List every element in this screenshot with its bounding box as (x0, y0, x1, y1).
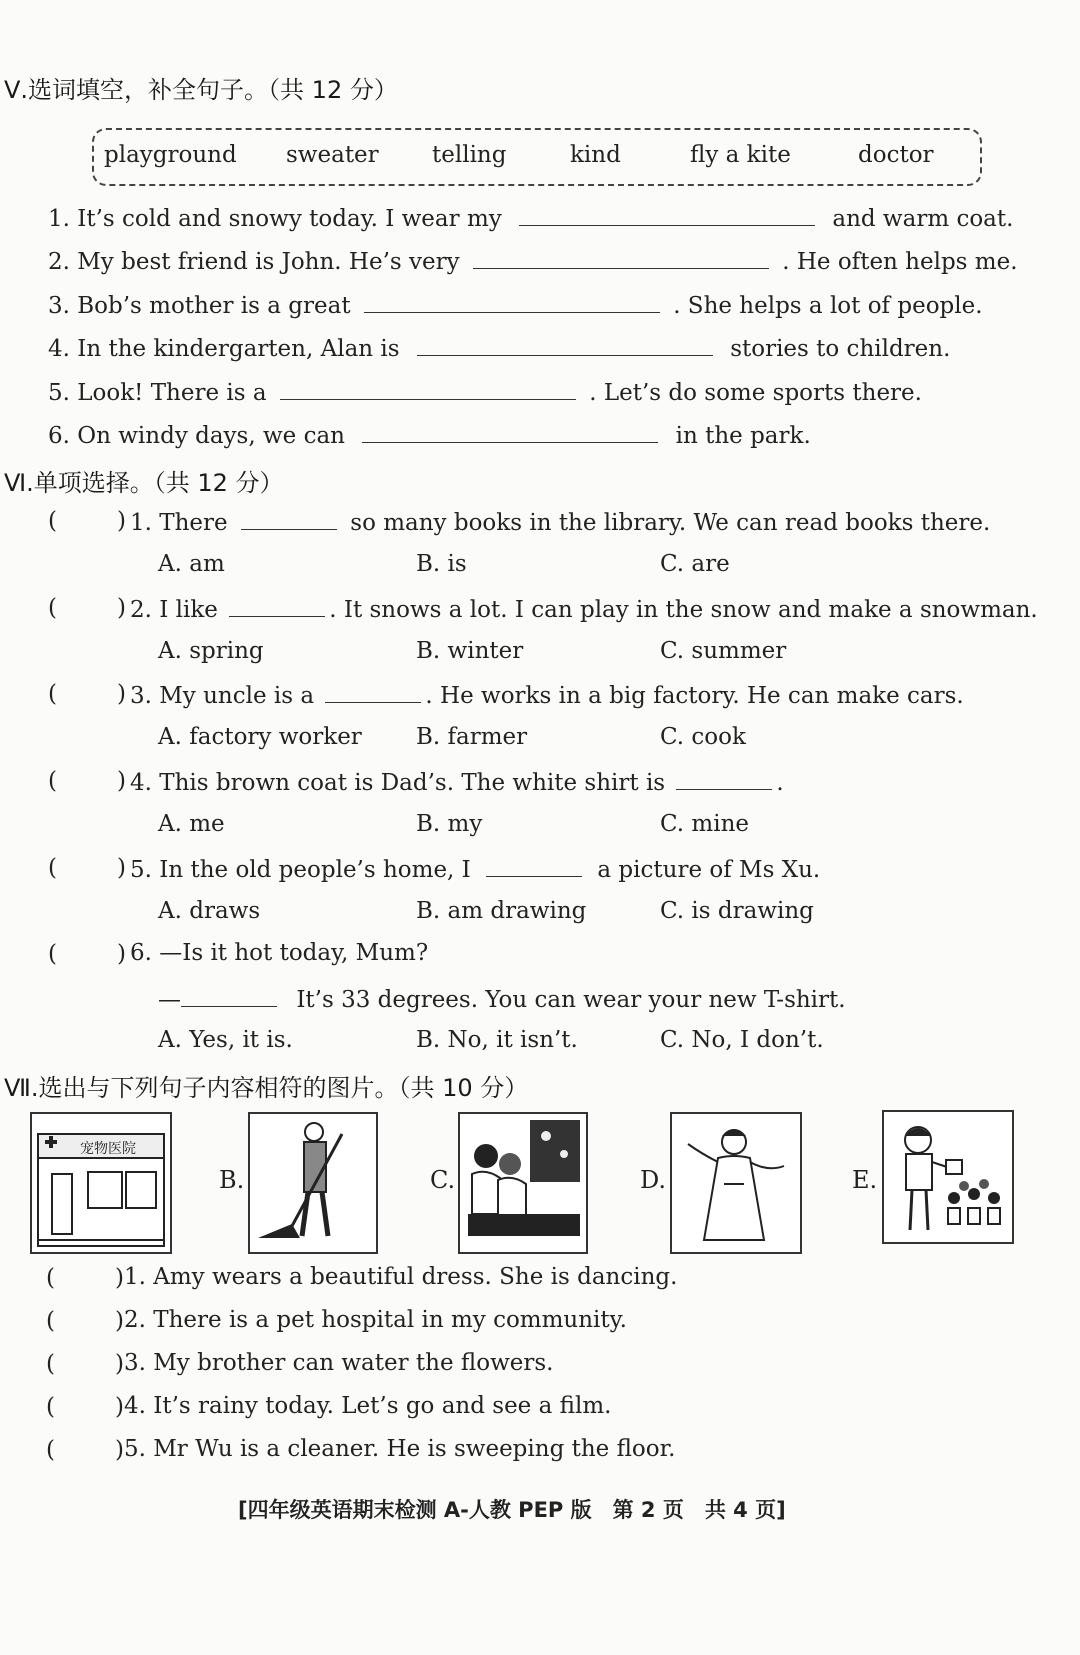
mc-question-2 (130, 594, 1038, 623)
answer-paren[interactable]: ( ) (46, 1437, 124, 1463)
option-b[interactable]: B. No, it isn’t. (416, 1027, 578, 1053)
picture-label-e: E. (852, 1166, 878, 1194)
match-item-4: 4. It’s rainy today. Let’s go and see a film. (124, 1393, 612, 1419)
option-a[interactable]: A. am (158, 551, 225, 577)
word-bank-item: kind (570, 142, 621, 168)
answer-paren[interactable]: ( ) (46, 1265, 124, 1291)
option-b[interactable]: B. is (416, 551, 467, 577)
mc-question-4 (130, 767, 784, 796)
picture-label-d: D. (640, 1166, 667, 1194)
answer-blank[interactable] (519, 203, 815, 226)
picture-a-pet-hospital[interactable] (30, 1112, 172, 1254)
answer-blank (241, 507, 337, 530)
answer-paren[interactable]: ( ) (46, 1308, 124, 1334)
fill-item-text: 6. On windy days, we can (48, 423, 345, 449)
question-text: 1. There (130, 510, 228, 536)
mc-question-1 (130, 507, 990, 536)
picture-label-b: B. (219, 1166, 245, 1194)
fill-item-text: 3. Bob’s mother is a great (48, 293, 351, 319)
fill-item-text: 2. My best friend is John. He’s very (48, 249, 460, 275)
word-bank-item: playground (104, 142, 237, 168)
picture-b-cleaner[interactable] (248, 1112, 378, 1254)
section-6-title-text: 单项选择。（共 12 分） (33, 469, 284, 497)
option-b[interactable]: B. am drawing (416, 898, 587, 924)
fill-item-text: . Let’s do some sports there. (589, 380, 922, 406)
answer-blank[interactable] (362, 420, 658, 443)
option-c[interactable]: C. No, I don’t. (660, 1027, 824, 1053)
option-c[interactable]: C. are (660, 551, 730, 577)
match-item-2: 2. There is a pet hospital in my community. (124, 1307, 627, 1333)
fill-item-text: in the park. (675, 423, 811, 449)
match-item-3: 3. My brother can water the flowers. (124, 1350, 554, 1376)
word-bank-item: telling (432, 142, 507, 168)
answer-paren[interactable]: ( ) (48, 595, 126, 621)
match-item-5: 5. Mr Wu is a cleaner. He is sweeping the floor. (124, 1436, 676, 1462)
question-text: . (776, 770, 784, 796)
question-text: so many books in the library. We can read books there. (350, 510, 991, 536)
fill-item-5 (48, 377, 922, 406)
section-6-numeral: Ⅵ. (4, 469, 34, 497)
question-text: 5. In the old people’s home, I (130, 857, 471, 883)
mc-question-6-reply (158, 984, 846, 1013)
answer-blank[interactable] (473, 246, 769, 269)
page-footer: [四年级英语期末检测 A-人教 PEP 版 第 2 页 共 4 页] (238, 1498, 786, 1522)
fill-item-3 (48, 290, 983, 319)
question-text: 4. This brown coat is Dad’s. The white shirt is (130, 770, 666, 796)
section-7-title (4, 1068, 528, 1103)
cleaner-sweeping-illustration (250, 1114, 376, 1252)
fill-item-text: 5. Look! There is a (48, 380, 267, 406)
answer-blank (325, 680, 421, 703)
question-text: 2. I like (130, 597, 218, 623)
answer-blank (181, 984, 277, 1007)
cinema-illustration (460, 1114, 586, 1252)
option-a[interactable]: A. Yes, it is. (158, 1027, 293, 1053)
section-6-title (4, 463, 284, 498)
word-bank (92, 128, 982, 186)
answer-paren[interactable]: ( ) (48, 508, 126, 534)
option-c[interactable]: C. summer (660, 638, 787, 664)
answer-blank[interactable] (364, 290, 660, 313)
answer-blank (486, 854, 582, 877)
option-a[interactable]: A. draws (158, 898, 261, 924)
option-b[interactable]: B. farmer (416, 724, 528, 750)
section-5-title-text: 选词填空，补全句子。（共 12 分） (28, 76, 398, 104)
picture-d-dancer[interactable] (670, 1112, 802, 1254)
flowers-icon (948, 1179, 1000, 1224)
answer-paren[interactable]: ( ) (48, 855, 126, 881)
answer-blank[interactable] (280, 377, 576, 400)
dancing-girl-illustration (672, 1114, 800, 1252)
fill-item-4 (48, 333, 950, 362)
fill-item-1 (48, 203, 1013, 232)
word-bank-item: fly a kite (690, 142, 791, 168)
answer-blank (229, 594, 325, 617)
option-b[interactable]: B. winter (416, 638, 524, 664)
word-bank-item: doctor (858, 142, 934, 168)
question-text: . It snows a lot. I can play in the snow and make a snowman. (329, 597, 1038, 623)
answer-blank (676, 767, 772, 790)
fill-item-text: and warm coat. (832, 206, 1014, 232)
boy-watering-flowers-illustration (884, 1112, 1012, 1242)
option-c[interactable]: C. mine (660, 811, 749, 837)
fill-item-2 (48, 246, 1018, 275)
option-a[interactable]: A. spring (158, 638, 264, 664)
section-5-title (4, 70, 398, 105)
picture-e-watering-flowers[interactable] (882, 1110, 1014, 1244)
word-bank-item: sweater (286, 142, 379, 168)
section-5-numeral: Ⅴ. (4, 76, 29, 104)
answer-paren[interactable]: ( ) (48, 941, 126, 967)
question-text: . He works in a big factory. He can make cars. (425, 683, 964, 709)
fill-item-text: 4. In the kindergarten, Alan is (48, 336, 400, 362)
fill-item-text: . He often helps me. (782, 249, 1018, 275)
picture-label-c: C. (430, 1166, 456, 1194)
section-7-numeral: Ⅶ. (4, 1074, 39, 1102)
fill-item-6 (48, 420, 811, 449)
fill-item-text: . She helps a lot of people. (673, 293, 983, 319)
mc-question-3 (130, 680, 964, 709)
fill-item-text: 1. It’s cold and snowy today. I wear my (48, 206, 502, 232)
pet-hospital-illustration (32, 1114, 170, 1252)
option-c[interactable]: C. cook (660, 724, 746, 750)
answer-paren[interactable]: ( ) (46, 1394, 124, 1420)
option-a[interactable]: A. factory worker (158, 724, 362, 750)
question-text: a picture of Ms Xu. (597, 857, 821, 883)
option-c[interactable]: C. is drawing (660, 898, 814, 924)
match-item-1: 1. Amy wears a beautiful dress. She is dancing. (124, 1264, 678, 1290)
answer-paren[interactable]: ( ) (46, 1351, 124, 1377)
question-text: It’s 33 degrees. You can wear your new T-shirt. (296, 987, 846, 1013)
answer-paren[interactable]: ( ) (48, 768, 126, 794)
picture-c-cinema[interactable] (458, 1112, 588, 1254)
question-text: 3. My uncle is a (130, 683, 315, 709)
pet-hospital-sign: 宠物医院 (80, 1141, 136, 1157)
option-b[interactable]: B. my (416, 811, 483, 837)
section-7-title-text: 选出与下列句子内容相符的图片。（共 10 分） (38, 1074, 529, 1102)
dialogue-dash: — (158, 987, 181, 1013)
answer-blank[interactable] (417, 333, 713, 356)
mc-question-5 (130, 854, 820, 883)
option-a[interactable]: A. me (158, 811, 225, 837)
mc-question-6: 6. —Is it hot today, Mum? (130, 940, 429, 966)
fill-item-text: stories to children. (730, 336, 951, 362)
answer-paren[interactable]: ( ) (48, 681, 126, 707)
